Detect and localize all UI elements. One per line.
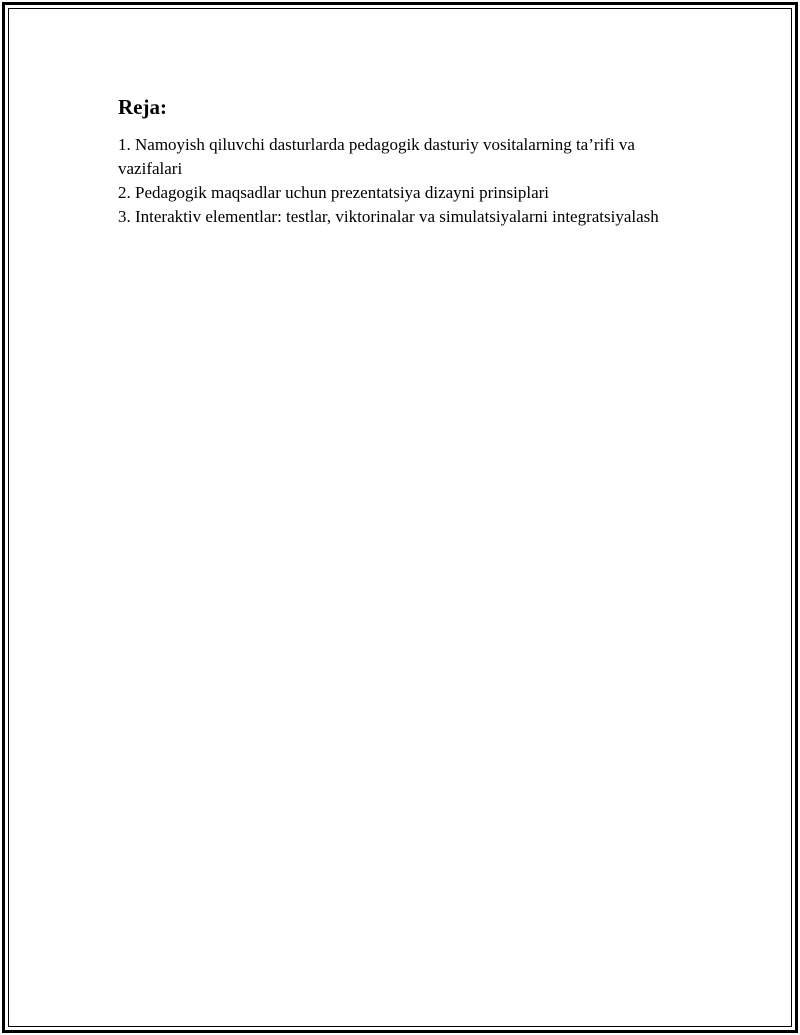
plan-heading: Reja: (118, 95, 167, 119)
page-content (118, 95, 688, 229)
plan-item-1: 1. Namoyish qiluvchi dasturlarda pedagogik dasturiy vositalarning ta’rifi va vazifalari (118, 135, 635, 178)
plan-list (118, 133, 688, 229)
plan-item-3: 3. Interaktiv elementlar: testlar, viktorinalar va simulatsiyalarni integratsiyalash (118, 207, 659, 226)
plan-item-2: 2. Pedagogik maqsadlar uchun prezentatsiya dizayni prinsiplari (118, 183, 550, 202)
